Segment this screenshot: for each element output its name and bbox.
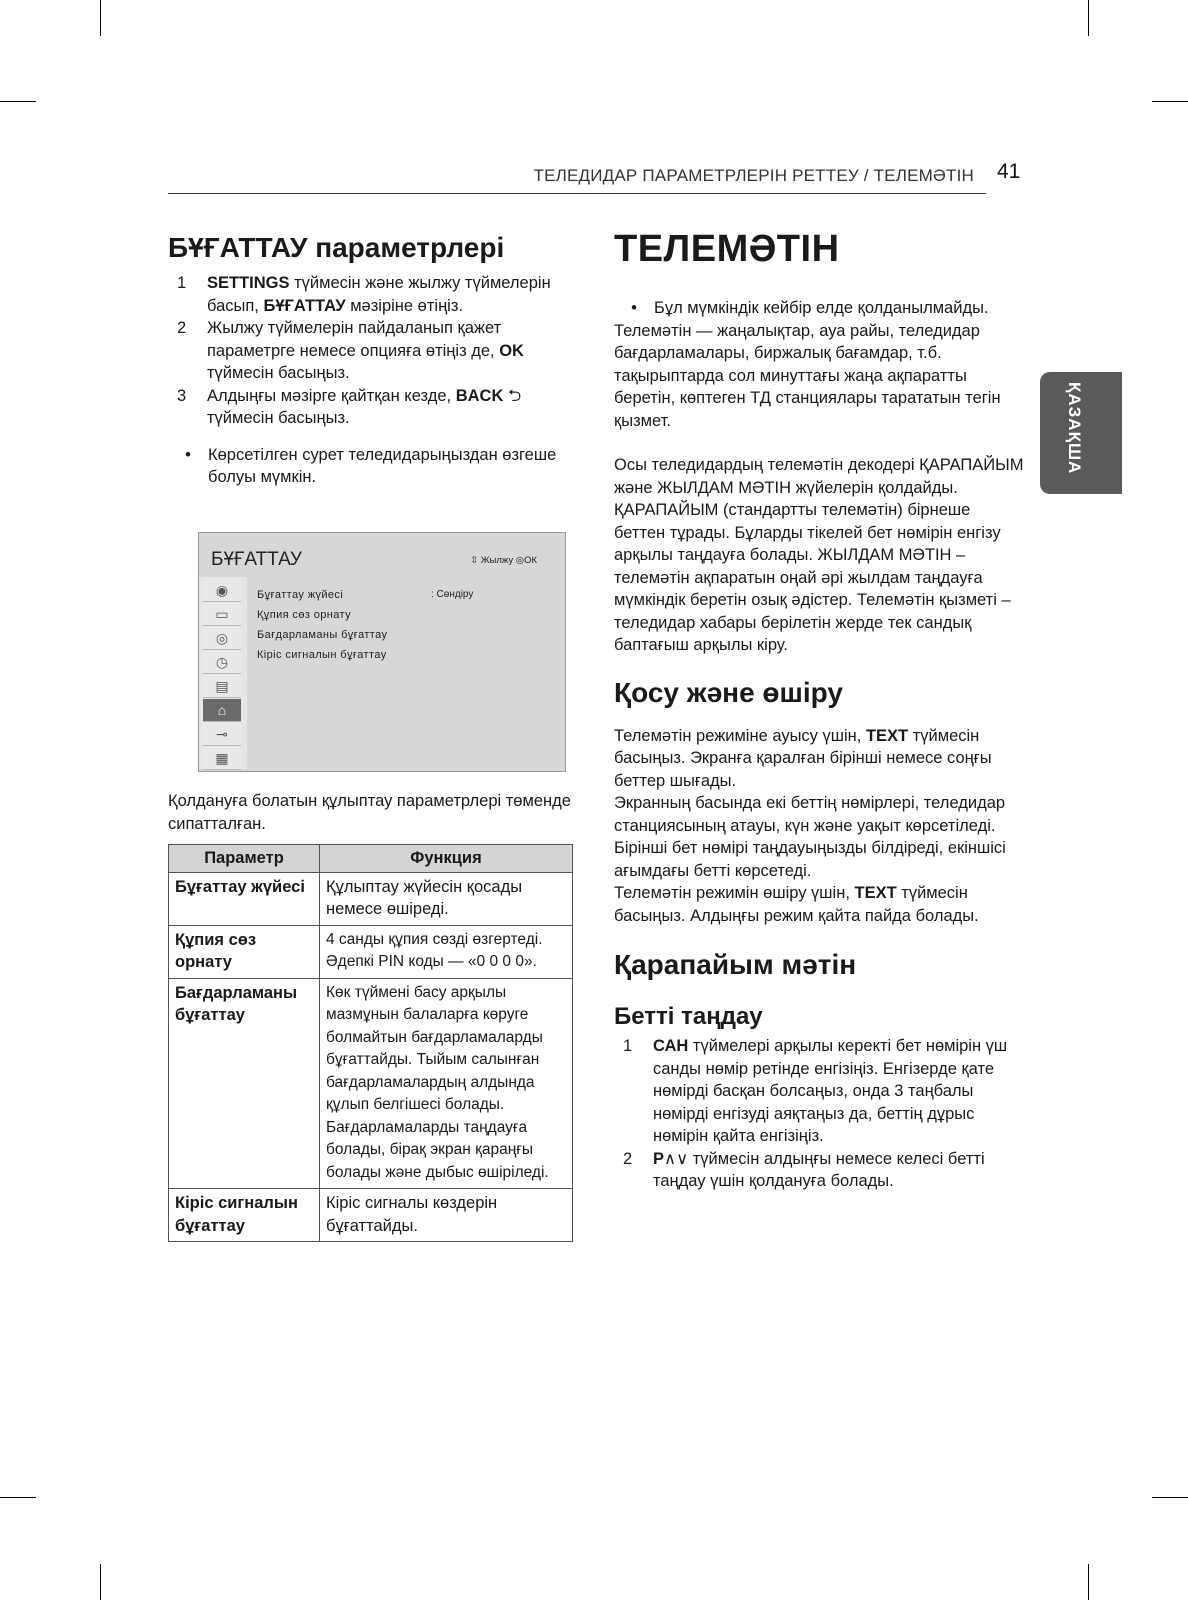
clock-icon: ◷ — [203, 651, 241, 674]
section-title-onoff: Қосу және өшіру — [614, 676, 843, 708]
clapper-icon: ▦ — [203, 747, 241, 770]
step-text: САН түймелері арқылы керекті бет нөмірін үш санды нөмір ретінде енгізіңіз. Енгізерде қате нөмірді басқан болсаңыз, онда 3 таңбалы нөмірді енгізуді аяқтаңыз да, беттің дұрыс нөмірін қайта енгізіңіз. — [653, 1037, 1008, 1145]
menu-item: Бағдарламаны бұғаттау — [257, 629, 388, 641]
menu-title: БҰҒАТТАУ — [211, 549, 303, 570]
step-text: SETTINGS түймесін және жылжу түймелерін басып, БҰҒАТТАУ мәзіріне өтіңіз. — [207, 274, 551, 315]
disc-icon: ◉ — [203, 579, 241, 602]
table-intro: Қолдануға болатын құлыптау параметрлері төменде сипатталған. — [168, 792, 571, 833]
teletext-description: Телемәтін — жаңалықтар, ауа райы, теледидар бағдарламалары, биржалық бағамдар, т.б. тақырыптарда сол минуттағы жаңа ақпаратты беретін, көптеген ТД станциялары тарататын тегін қызмет. — [614, 321, 1001, 430]
param-function: Кіріс сигналы көздерін бұғаттайды. — [320, 1189, 573, 1242]
menu-sidebar — [199, 577, 247, 769]
language-tab-label: ҚАЗАҚША — [1065, 382, 1084, 475]
step-item — [168, 272, 578, 317]
param-function: 4 санды құпия сөзді өзгертеді. Әдепкі PIN коды — «0 0 0 0». — [320, 925, 573, 978]
param-name: Кіріс сигналын бұғаттау — [169, 1189, 320, 1242]
menu-item: Құпия сөз орнату — [257, 609, 351, 621]
onoff-paragraph: Экранның басында екі беттің нөмірлері, теледидар станциясының атауы, күн және уақыт көрсетіледі. Бірінші бет нөмірі таңдауыңызды білдіреді, екіншісі ағымдағы бетті көрсетеді. — [614, 794, 1006, 880]
param-function: Құлыптау жүйесін қосады немесе өшіреді. — [320, 872, 573, 925]
lock-icon: ⌂ — [203, 699, 241, 722]
crop-mark — [1152, 1497, 1188, 1498]
bold-key: TEXT — [854, 884, 897, 902]
bold-key: БҰҒАТТАУ — [263, 296, 346, 315]
step-item — [614, 1148, 1024, 1193]
step-text: P∧∨ түймесін алдыңғы немесе келесі бетті таңдау үшін қолдануға болады. — [653, 1149, 985, 1190]
right-column — [614, 228, 1024, 1193]
crop-mark — [100, 0, 101, 36]
page-select-steps — [614, 1035, 1024, 1193]
menu-item: Бұғаттау жүйесі — [257, 589, 344, 601]
param-name: Құпия сөз орнату — [169, 925, 320, 978]
bold-key: TEXT — [865, 726, 909, 745]
step-text: Алдыңғы мәзірге қайтқан кезде, BACK ⮌ түймесін басыңыз. — [207, 386, 522, 427]
bold-key: SETTINGS — [207, 274, 290, 292]
note-bullet — [168, 444, 578, 489]
param-name: Бұғаттау жүйесі — [169, 872, 320, 925]
step-number: 2 — [623, 1149, 633, 1168]
crop-mark — [100, 1564, 101, 1600]
running-header: ТЕЛЕДИДАР ПАРАМЕТРЛЕРІН РЕТТЕУ / ТЕЛЕМӘТІН — [533, 166, 974, 185]
table-row — [169, 872, 573, 925]
table-row — [169, 978, 573, 1189]
onoff-paragraph: Телемәтін режиміне ауысу үшін, TEXT түймесін басыңыз. Экранға қаралған бірінші немесе соңғы беттер шығады. — [614, 726, 992, 790]
lock-steps — [168, 272, 578, 430]
table-header-function: Функция — [320, 845, 573, 873]
note-text: Бұл мүмкіндік кейбір елде қолданылмайды. — [654, 299, 989, 317]
table-row — [169, 925, 573, 978]
language-tab — [1040, 372, 1122, 494]
lock-menu-screenshot — [198, 532, 566, 772]
bullet-icon: • — [631, 299, 637, 317]
step-number: 3 — [177, 386, 187, 405]
bullet-icon: • — [185, 445, 191, 464]
bold-key: BACK — [455, 386, 504, 405]
param-function: Көк түймені басу арқылы мазмұнын балаларға көруге болмайтын бағдарламаларды бұғаттайды. Тыйым салынған бағдарламалардың алдында құлып белгішесі болады. Бағдарламаларды таңдауға болады, бірақ экран қараңғы болады және дыбыс өшіріледі. — [320, 978, 573, 1189]
teletext-decoder-info: Осы теледидардың телемәтін декодері ҚАРАПАЙЫМ және ЖЫЛДАМ МӘТІН жүйелерін қолдайды. ҚАРАПАЙЫМ (стандартты телемәтін) бірнеше беттен тұрады. Бұларды тікелей бет нөмірін енгізу арқылы таңдауға болады. ЖЫЛДАМ МӘТІН – телемәтін ақпаратын оңай әрі жылдам таңдауға мүмкіндік беретін озық әдістер. Телемәтін қызметі – теледидар хабары берілетін жерде тек сандық баптағыш арқылы кіру. — [614, 456, 1024, 654]
lock-params-table — [168, 844, 573, 1242]
section-title-simple-text: Қарапайым мәтін — [614, 949, 857, 980]
onoff-paragraph: Телемәтін режимін өшіру үшін, TEXT түймесін басыңыз. Алдыңғы режим қайта пайда болады. — [614, 884, 979, 925]
menu-list — [257, 585, 387, 665]
step-number: 2 — [177, 319, 187, 337]
teletext-title: ТЕЛЕМӘТІН — [614, 228, 840, 270]
header-rule — [168, 193, 986, 194]
step-text: Жылжу түймелерін пайдаланып қажет параметрге немесе опцияға өтіңіз де, OK түймесін басыңыз. — [207, 319, 524, 382]
step-number: 1 — [623, 1037, 633, 1055]
crop-mark — [0, 101, 36, 102]
note-bullet — [614, 297, 1024, 320]
cable-icon: ⊸ — [203, 723, 241, 746]
step-item — [168, 317, 578, 385]
section-title-lock: БҰҒАТТАУ параметрлері — [168, 232, 505, 263]
bold-key: P — [653, 1149, 665, 1168]
left-column — [168, 232, 578, 489]
bold-key: OK — [499, 341, 524, 360]
crop-mark — [0, 1497, 36, 1498]
table-header-param: Параметр — [169, 845, 320, 873]
note-text: Көрсетілген сурет теледидарыңыздан өзгеше болуы мүмкін. — [208, 445, 557, 486]
menu-item: Кіріс сигналын бұғаттау — [257, 649, 387, 661]
calendar-icon: ▤ — [203, 675, 241, 698]
param-name: Бағдарламаны бұғаттау — [169, 978, 320, 1189]
menu-value: : Сөндіру — [431, 589, 474, 600]
crop-mark — [1088, 1564, 1089, 1600]
step-item — [614, 1035, 1024, 1148]
menu-hint: ⇳ Жылжу ◎ОК — [470, 555, 537, 566]
monitor-icon: ▭ — [203, 603, 241, 626]
subsection-title-page-select: Бетті таңдау — [614, 1003, 763, 1030]
page-number: 41 — [997, 160, 1021, 183]
crop-mark — [1152, 101, 1188, 102]
crop-mark — [1088, 0, 1089, 36]
table-row — [169, 1189, 573, 1242]
speaker-icon: ◎ — [203, 627, 241, 650]
step-number: 1 — [177, 274, 187, 292]
step-item — [168, 385, 578, 430]
bold-key: САН — [653, 1037, 689, 1055]
